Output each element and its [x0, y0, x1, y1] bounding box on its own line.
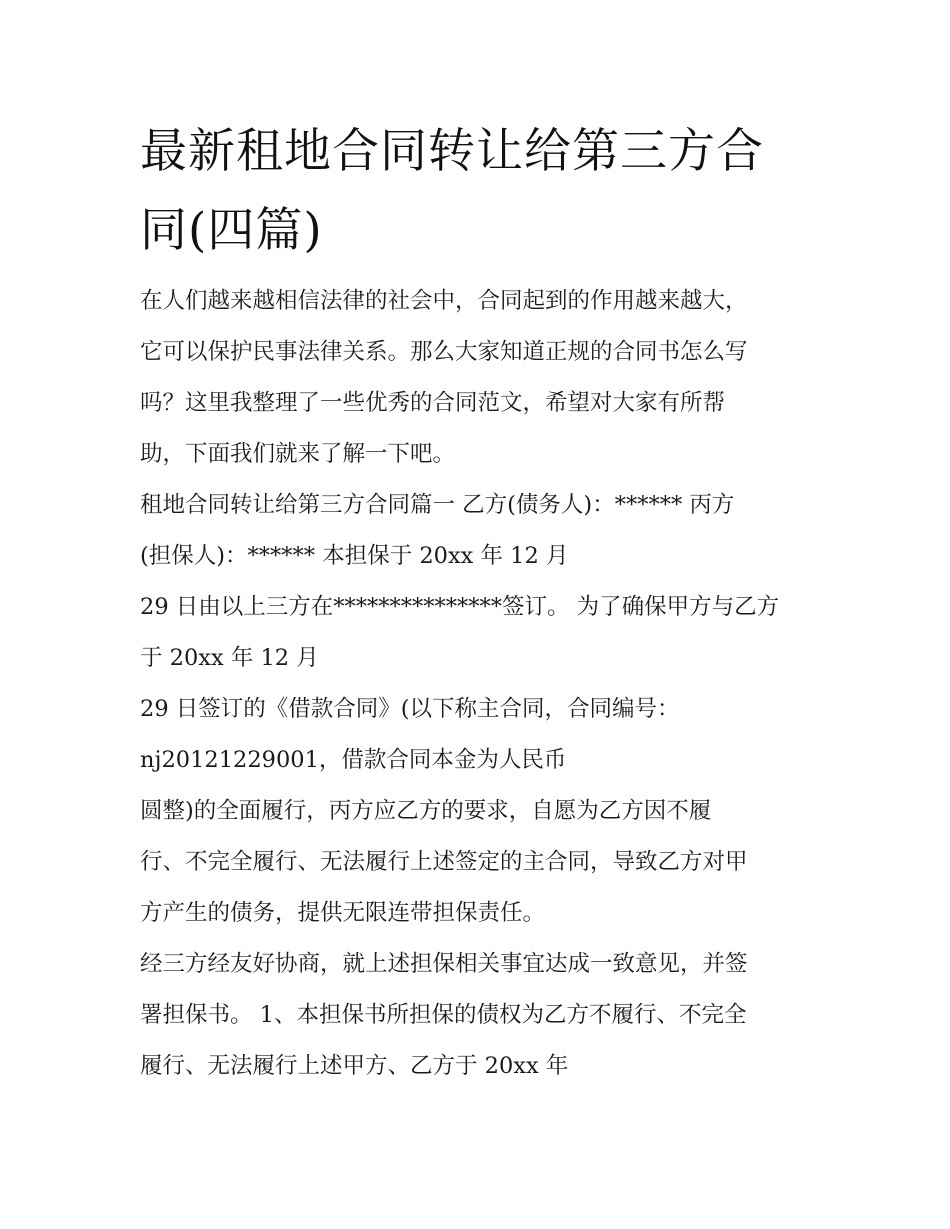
body-line: 29 日签订的《借款合同》(以下称主合同，合同编号： [140, 696, 680, 722]
body-line: 行、不完全履行、无法履行上述签定的主合同，导致乙方对甲 [140, 849, 748, 875]
body-line: 经三方经友好协商，就上述担保相关事宜达成一致意见，并签 [140, 951, 748, 977]
body-line: 它可以保护民事法律关系。那么大家知道正规的合同书怎么写 [140, 339, 748, 365]
body-line: nj20121229001，借款合同本金为人民币 [140, 747, 567, 773]
body-line: 助，下面我们就来了解一下吧。 [140, 441, 456, 467]
body-line: 在人们越来越相信法律的社会中，合同起到的作用越来越大， [140, 288, 748, 314]
body-line: 署担保书。 1、本担保书所担保的债权为乙方不履行、不完全 [140, 1002, 747, 1028]
document-body [140, 276, 820, 1092]
body-line: 圆整)的全面履行，丙方应乙方的要求，自愿为乙方因不履 [140, 798, 712, 824]
body-line: 于 20xx 年 12 月 [140, 645, 319, 671]
body-line: (担保人)：****** 本担保于 20xx 年 12 月 [140, 543, 569, 569]
body-line: 29 日由以上三方在***************签订。 为了确保甲方与乙方 [140, 594, 780, 620]
body-line: 吗？这里我整理了一些优秀的合同范文，希望对大家有所帮 [140, 390, 726, 416]
document-title [140, 112, 820, 270]
body-line: 租地合同转让给第三方合同篇一 乙方(债务人)：****** 丙方 [140, 492, 735, 518]
body-line: 方产生的债务，提供无限连带担保责任。 [140, 900, 546, 926]
title-line: 同(四篇) [140, 203, 323, 258]
body-line: 履行、无法履行上述甲方、乙方于 20xx 年 [140, 1053, 569, 1079]
title-line: 最新租地合同转让给第三方合 [140, 124, 764, 179]
